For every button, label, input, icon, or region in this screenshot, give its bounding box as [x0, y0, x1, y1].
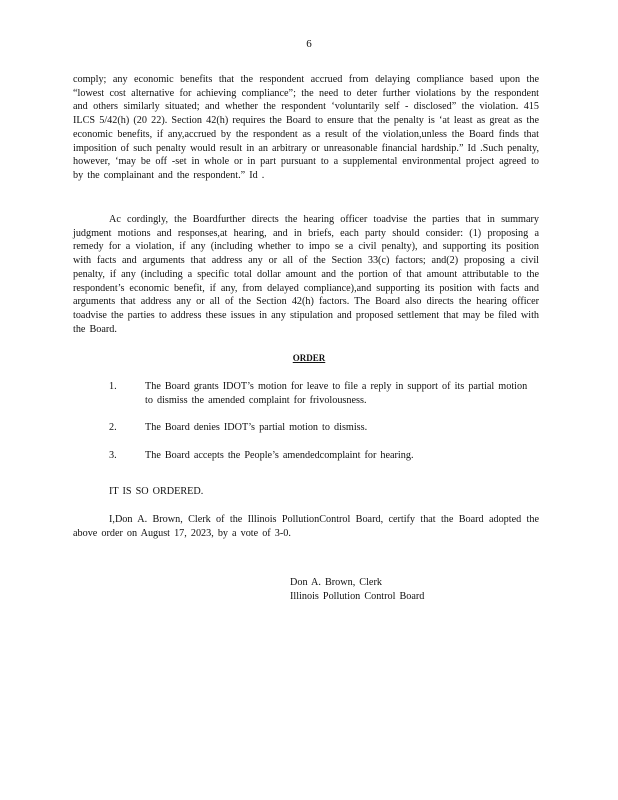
order-item [109, 449, 539, 463]
order-heading-text: ORDER [292, 353, 326, 363]
order-item-number: 3. [109, 450, 117, 461]
penalty-factors-paragraph: comply; any economic benefits that the respondent accrued from delaying compliance based upon the “lowest cost alternative for achieving compliance”; the need to deter further violations by the respondent and others similarly situated; and whether the respondent ‘voluntarily self - disclosed” the violation. 415 ILCS 5/42(h) (20 22). Section 42(h) requires the Board to ensure that the penalty is ‘at least as great as the economic benefits, if any,accrued by the respondent as a result of the violation,unless the Board finds that imposition of such penalty would result in an arbitrary or unreasonable financial hardship.” Id .Such penalty, however, ‘may be off -set in whole or in part pursuant to a supplemental environmental project agreed to by the complainant and the respondent.” Id . [73, 74, 539, 181]
order-item-text: The Board grants IDOT’s motion for leave to file a reply in support of its partial motion to dismiss the amended complaint for frivolousness. [145, 381, 528, 406]
signature-block [290, 576, 424, 603]
signature-name: Don A. Brown, Clerk [290, 577, 382, 588]
order-item-number: 1. [109, 381, 117, 392]
order-heading [0, 353, 618, 363]
page-number: 6 [306, 38, 312, 50]
order-item-number: 2. [109, 422, 117, 433]
so-ordered-statement: IT IS SO ORDERED. [109, 486, 204, 497]
hearing-directions-paragraph: Ac cordingly, the Boardfurther directs the hearing officer toadvise the parties that in summary judgment motions and responses,at hearing, and in briefs, each party should consider: (1) proposing a remedy for a violation, if any (including whether to impo se a civil penalty), and supporting its position with facts and arguments that address any or all of the Section 33(c) factors; and(2) proposing a civil penalty, if any (including a specific total dollar amount and the portion of that amount attributable to the respondent’s economic benefit, if any, from delayed compliance),and supporting its position with facts and arguments that address any or all of the Section 42(h) factors. The Board also directs the hearing officer toadvise the parties to address these issues in any stipulation and proposed settlement that may be filed with the Board. [73, 214, 539, 335]
clerk-certification: I,Don A. Brown, Clerk of the Illinois PollutionControl Board, certify that the Board adopted the above order on August 17, 2023, by a vote of 3-0. [73, 514, 539, 539]
signature-organization: Illinois Pollution Control Board [290, 590, 425, 602]
order-item [109, 421, 539, 435]
order-item [109, 380, 539, 407]
order-item-text: The Board denies IDOT’s partial motion to dismiss. [145, 422, 368, 433]
order-item-text: The Board accepts the People’s amendedcomplaint for hearing. [145, 450, 414, 461]
